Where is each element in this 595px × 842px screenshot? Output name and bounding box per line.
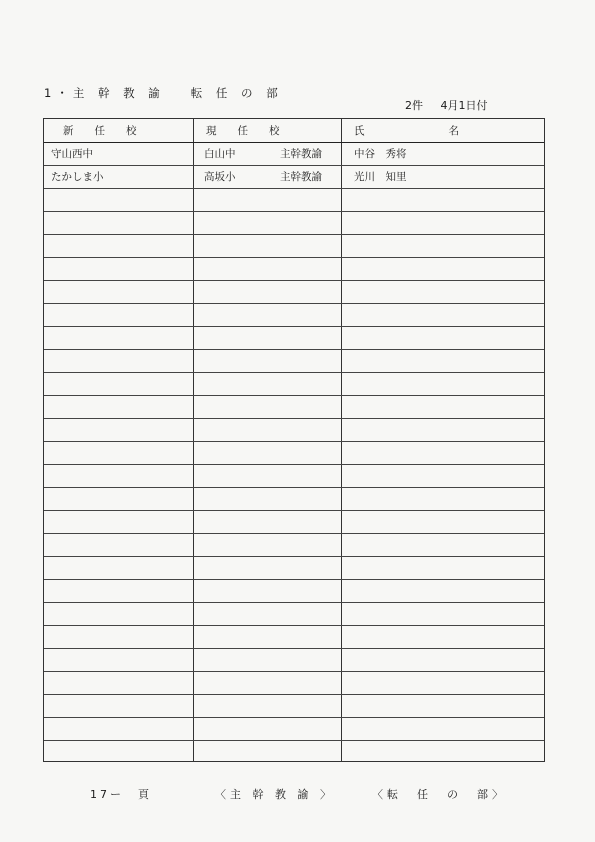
column-divider (193, 119, 194, 761)
row-rule (44, 441, 544, 442)
transfer-table (43, 118, 545, 762)
row-rule (44, 694, 544, 695)
row-rule (44, 556, 544, 557)
row-rule (44, 303, 544, 304)
document-meta (405, 97, 487, 113)
row-rule (44, 257, 544, 258)
row-rule (44, 211, 544, 212)
row-rule (44, 740, 544, 741)
header-current-school: 現 任 校 (206, 125, 280, 137)
row1-name: 中谷 秀将 (354, 148, 407, 160)
row2-current-school: 高坂小 (204, 171, 236, 183)
column-divider (341, 119, 342, 761)
row-rule (44, 717, 544, 718)
row-rule (44, 464, 544, 465)
count-label: 2件 (405, 99, 423, 112)
row-rule (44, 234, 544, 235)
row2-name: 光川 知里 (354, 171, 407, 183)
row-rule (44, 487, 544, 488)
header-new-school: 新 任 校 (63, 125, 137, 137)
footer-category: 〈主 幹 教 諭 〉 (215, 788, 335, 801)
row-rule (44, 648, 544, 649)
row-rule (44, 349, 544, 350)
footer-section: 〈転 任 の 部〉 (372, 788, 507, 801)
row-rule (44, 510, 544, 511)
row-rule (44, 602, 544, 603)
row1-current-school: 白山中 (204, 148, 236, 160)
row-rule (44, 280, 544, 281)
row1-new-school: 守山西中 (51, 148, 93, 160)
row-rule (44, 142, 544, 143)
row-rule (44, 533, 544, 534)
row1-position: 主幹教諭 (280, 148, 322, 160)
row-rule (44, 418, 544, 419)
header-name: 氏 名 (354, 125, 459, 137)
row-rule (44, 395, 544, 396)
row-rule (44, 165, 544, 166)
row-rule (44, 625, 544, 626)
page-number: 17ー 頁 (90, 788, 152, 801)
row-rule (44, 188, 544, 189)
row-rule (44, 579, 544, 580)
row2-position: 主幹教諭 (280, 171, 322, 183)
date-label: 4月1日付 (440, 99, 488, 112)
row-rule (44, 326, 544, 327)
row2-new-school: たかしま小 (51, 171, 104, 183)
document-title: 1・主 幹 教 諭 転 任 の 部 (44, 86, 283, 100)
row-rule (44, 671, 544, 672)
row-rule (44, 372, 544, 373)
